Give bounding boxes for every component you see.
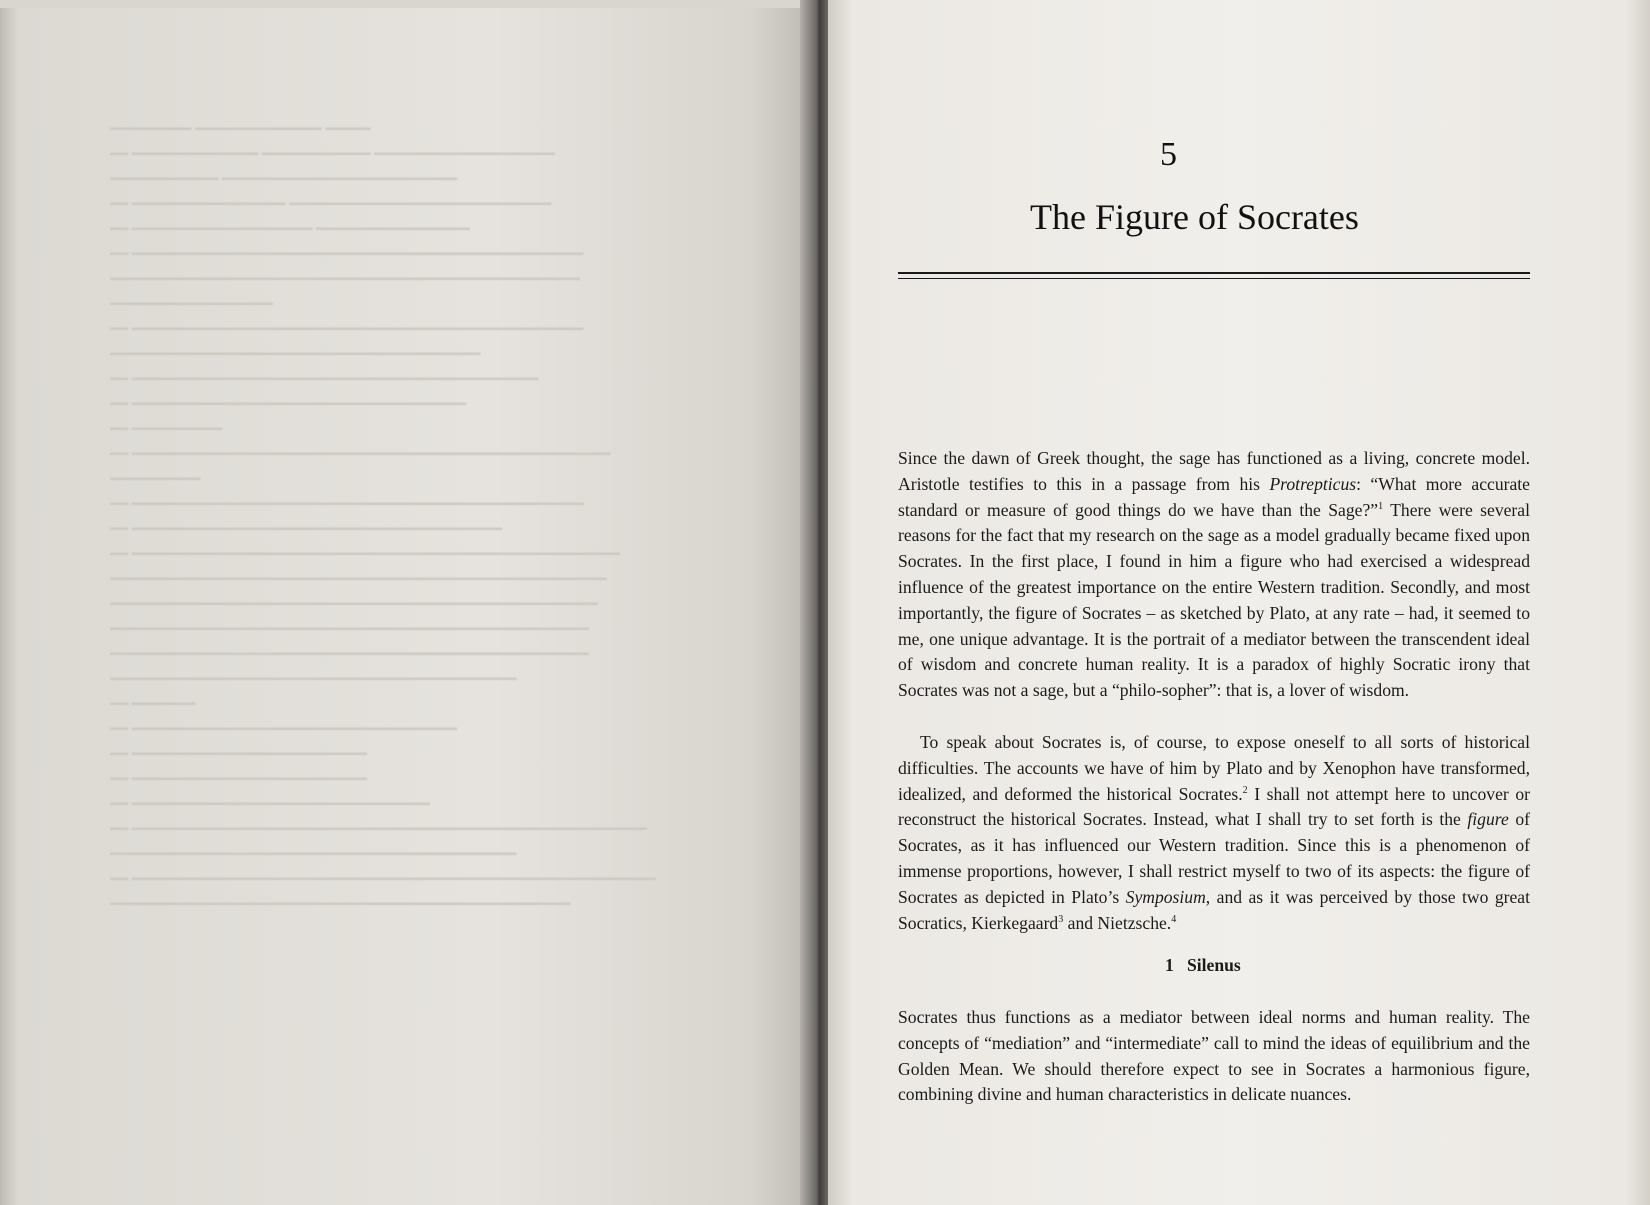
footnote-marker-3: 3: [1058, 913, 1064, 925]
emphasis-figure: figure: [1467, 809, 1509, 830]
paragraph-2-part-1: To speak about Socrates is, of course, to expose oneself to all sorts of historical difficulties. The accounts we have of him by Plato and by Xenophon have transformed, idealized, and deformed the historical Socrates.: [898, 732, 1530, 804]
footnote-marker-1: 1: [1378, 500, 1384, 512]
section-heading: 1 Silenus: [1165, 955, 1241, 975]
paragraph-2: [898, 730, 1530, 936]
paragraph-2-part-2: I shall not attempt here to uncover or reconstruct the historical Socrates. Instead, what I shall try to set forth is the: [898, 783, 1530, 830]
paragraph-3: Socrates thus functions as a mediator between ideal norms and human reality. The concepts of “mediation” and “intermediate” call to mind the ideas of equilibrium and the Golden Mean. We should therefore expect to see in Socrates a harmonious figure, combining divine and human characteristics in delicate nuances.: [898, 1007, 1530, 1105]
title-rule-thick: [898, 272, 1530, 274]
footnote-marker-2: 2: [1242, 784, 1248, 796]
work-title-symposium: Symposium: [1125, 886, 1206, 907]
left-page: [0, 8, 815, 1205]
paragraph-1-part-3: There were several reasons for the fact that my research on the sage as a model gradually became fixed upon Socrates. In the first place, I found in him a figure who had exercised a widespread influence of the greatest importance on the entire Western tradition. Secondly, and most importantly, the figure of Socrates – as sketched by Plato, at any rate – had, it seemed to me, one unique advantage. It is the portrait of a mediator between the transcendent ideal of wisdom and concrete human reality. It is a paradox of highly Socratic irony that Socrates was not a sage, but a “philo-sopher”: that is, a lover of wisdom.: [898, 499, 1530, 701]
paragraph-1: [898, 446, 1530, 704]
chapter-number: 5: [1160, 136, 1178, 173]
bleed-through-text: ━━━━━━━━━ ━━━━━━━━━━━━━━ ━━━━━ ━━ ━━━━━━━━━━━━━━ ━━━━━━━━━━━━ ━━━━━━━━━━━━━━━━━━━━ ━━━━━━━━━━━━ ━━━━━━━━━━━━━━━━━━━━━━━━━━ ━━ ━━━━━━━━━━━━━━━━━ ━━━━━━━━━━━━━━━━━━━━━━━━━━━━━ ━━ ━━━━━━━━━━━━━━━━━━━━ ━━━━━━━━━━━━━━━━━ ━━ ━━━━━━━━━━━━━━━━━━━━━━━━━━━━━━━━━━━━━━━━━━━━━━━━━━ ━━━━━━━━━━━━━━━━━━━━━━━━━━━━━━━━━━━━━━━━━━━━━━━━━━━━ ━━━━━━━━━━━━━━━━━━ ━━ ━━━━━━━━━━━━━━━━━━━━━━━━━━━━━━━━━━━━━━━━━━━━━━━━━━ ━━━━━━━━━━━━━━━━━━━━━━━━━━━━━━━━━━━━━━━━━ ━━ ━━━━━━━━━━━━━━━━━━━━━━━━━━━━━━━━━━━━━━━━━━━━━ ━━ ━━━━━━━━━━━━━━━━━━━━━━━━━━━━━━━━━━━━━ ━━ ━━━━━━━━━━ ━━ ━━━━━━━━━━━━━━━━━━━━━━━━━━━━━━━━━━━━━━━━━━━━━━━━━━━━━ ━━━━━━━━━━ ━━ ━━━━━━━━━━━━━━━━━━━━━━━━━━━━━━━━━━━━━━━━━━━━━━━━━━ ━━ ━━━━━━━━━━━━━━━━━━━━━━━━━━━━━━━━━━━━━━━━━ ━━ ━━━━━━━━━━━━━━━━━━━━━━━━━━━━━━━━━━━━━━━━━━━━━━━━━━━━━━ ━━━━━━━━━━━━━━━━━━━━━━━━━━━━━━━━━━━━━━━━━━━━━━━━━━━━━━━ ━━━━━━━━━━━━━━━━━━━━━━━━━━━━━━━━━━━━━━━━━━━━━━━━━━━━━━ ━━━━━━━━━━━━━━━━━━━━━━━━━━━━━━━━━━━━━━━━━━━━━━━━━━━━━ ━━━━━━━━━━━━━━━━━━━━━━━━━━━━━━━━━━━━━━━━━━━━━━━━━━━━━ ━━━━━━━━━━━━━━━━━━━━━━━━━━━━━━━━━━━━━━━━━━━━━ ━━ ━━━━━━━ ━━ ━━━━━━━━━━━━━━━━━━━━━━━━━━━━━━━━━━━━ ━━ ━━━━━━━━━━━━━━━━━━━━━━━━━━ ━━ ━━━━━━━━━━━━━━━━━━━━━━━━━━ ━━ ━━━━━━━━━━━━━━━━━━━━━━━━━━━━━━━━━ ━━ ━━━━━━━━━━━━━━━━━━━━━━━━━━━━━━━━━━━━━━━━━━━━━━━━━━━━━━━━━ ━━━━━━━━━━━━━━━━━━━━━━━━━━━━━━━━━━━━━━━━━━━━━ ━━ ━━━━━━━━━━━━━━━━━━━━━━━━━━━━━━━━━━━━━━━━━━━━━━━━━━━━━━━━━━ ━━━━━━━━━━━━━━━━━━━━━━━━━━━━━━━━━━━━━━━━━━━━━━━━━━━: [110, 122, 656, 913]
footnote-marker-4: 4: [1171, 913, 1177, 925]
paragraph-2-part-3: of Socrates, as it has influenced our Western tradition. Since this is a phenomenon of immense proportions, however, I shall restrict myself to two of its aspects: the figure of Socrates as depicted in Plato’s: [898, 809, 1530, 907]
work-title-protrepticus: Protrepticus: [1269, 473, 1357, 494]
paragraph-2-part-4: , and as it was perceived by those two great Socratics, Kierkegaard: [898, 886, 1530, 933]
paragraph-1-part-2: : “What more accurate standard or measure of good things do we have than the Sage?”: [898, 473, 1530, 520]
chapter-title: The Figure of Socrates: [1030, 197, 1359, 237]
title-rule-thin: [898, 278, 1530, 279]
paragraph-2-part-5: and Nietzsche.: [1063, 912, 1172, 933]
paragraph-1-part-1: Since the dawn of Greek thought, the sage has functioned as a living, concrete model. Aristotle testifies to this in a passage from his: [898, 448, 1530, 494]
